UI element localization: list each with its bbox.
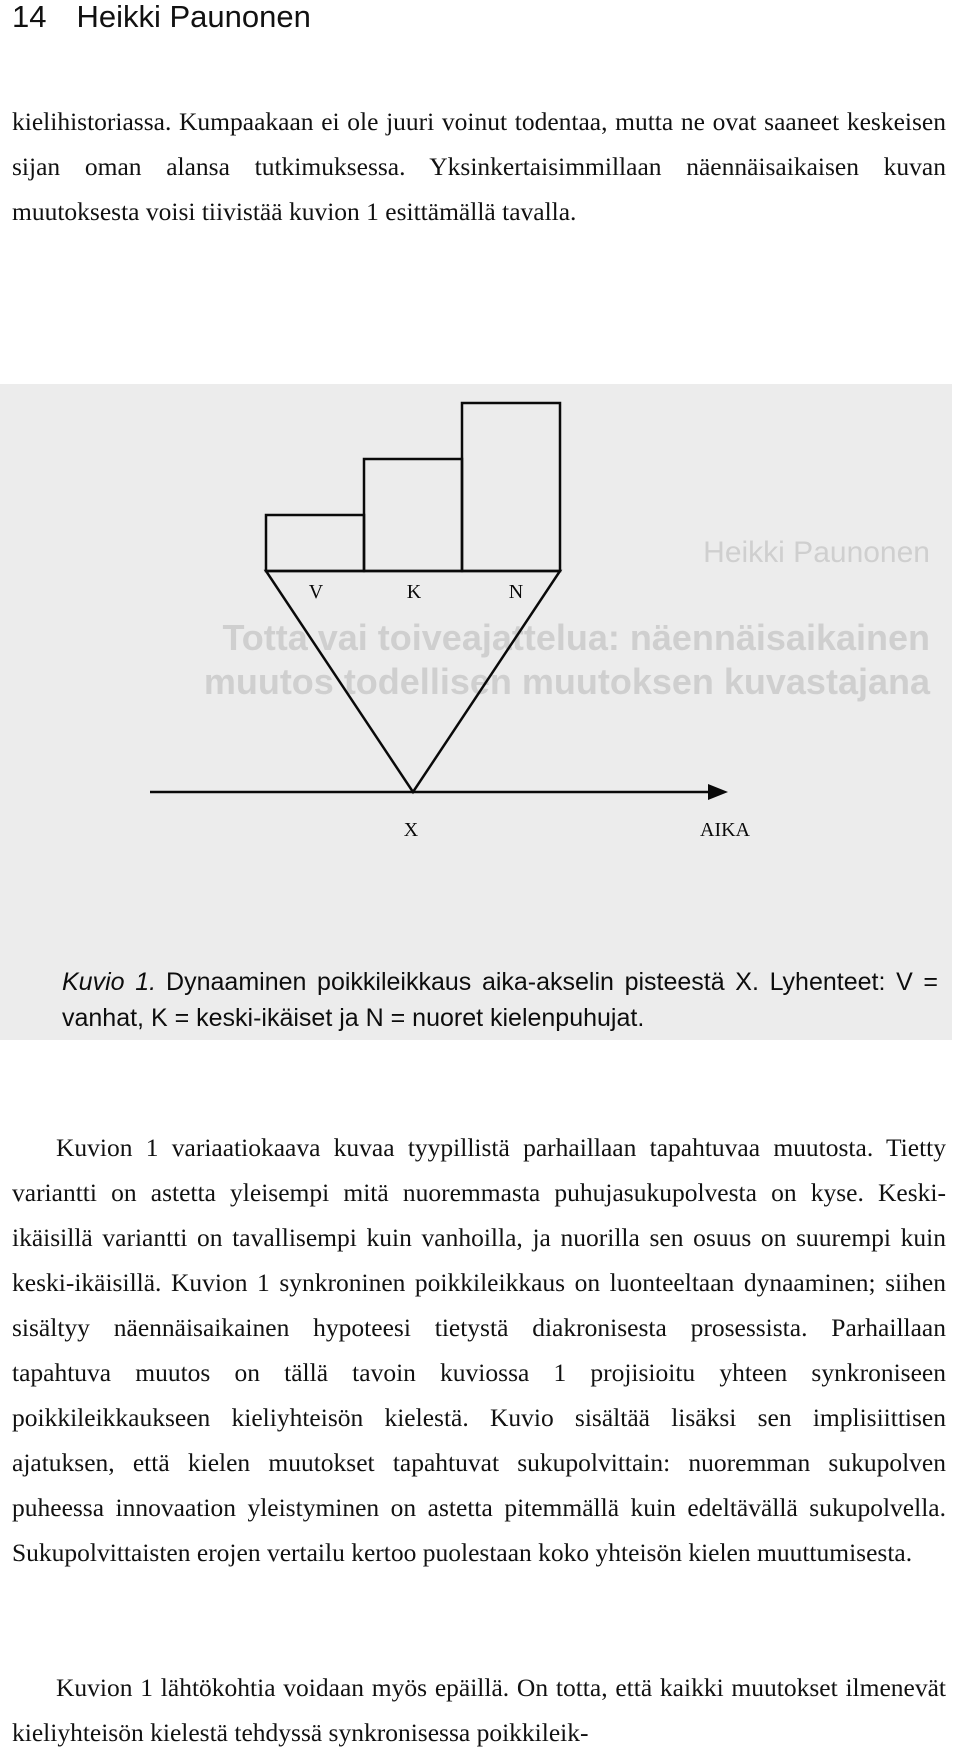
paragraph-1 [12, 1125, 946, 1575]
caption-label: Kuvio 1. [62, 968, 157, 996]
figure-diagram [0, 384, 952, 1040]
label-aika: AIKA [700, 819, 750, 841]
bar-nuoret [462, 403, 560, 571]
diagram-shapes [150, 403, 710, 792]
page-number: 14 [12, 0, 47, 34]
paragraph-intro: kielihistoriassa. Kumpaakaan ei ole juuri voinut todentaa, mutta ne ovat saaneet keskeisen sijan oman alansa tutkimuksessa. Yksinkertaisimmillaan näennäisaikaisen kuvan muutoksesta voisi tiivistää kuvion 1 esittämällä tavalla. [12, 107, 946, 226]
label-n: N [508, 581, 524, 603]
bar-keski-ikaiset [364, 459, 462, 571]
bleed-author: Heikki Paunonen [703, 536, 930, 569]
figure-caption [62, 964, 938, 1036]
label-x: X [403, 819, 419, 841]
label-v: V [308, 581, 324, 603]
time-axis-arrowhead [708, 784, 728, 800]
bleed-title-1: Totta vai toiveajattelua: näennäisaikainen [222, 617, 930, 658]
page-header [12, 0, 311, 34]
figure-1 [0, 384, 952, 1040]
paragraph-2-text: Kuvion 1 lähtökohtia voidaan myös epäillä. On totta, että kaikki muutokset ilmenevät kieliyhteisön kielestä tehdyssä synkronisessa poikkileik- [12, 1673, 946, 1747]
label-k: K [406, 581, 422, 603]
bleed-through-text [204, 536, 931, 702]
caption-text: Dynaaminen poikkileikkaus aika-akselin pisteestä X. Lyhenteet: V = vanhat, K = keski-ikäiset ja N = nuoret kielenpuhujat. [62, 968, 938, 1032]
running-author: Heikki Paunonen [76, 0, 311, 34]
bleed-title-2: muutos todellisen muutoksen kuvastajana [203, 661, 930, 702]
bar-vanhat [266, 515, 364, 571]
paragraph-1-text: Kuvion 1 variaatiokaava kuvaa tyypillistä parhaillaan tapahtuvaa muutosta. Tietty variantti on astetta yleisempi mitä nuoremmasta puhujasukupolvesta on kyse. Keski-ikäisillä variantti on tavallisempi kuin vanhoilla, ja nuorilla sen osuus on suurempi kuin keski-ikäisillä. Kuvion 1 synkroninen poikkileikkaus on luonteeltaan dynaaminen; siihen sisältyy näennäisaikainen hypoteesi tietystä diakronisesta prosessista. Parhaillaan tapahtuva muutos on tällä tavoin kuviossa 1 projisioitu yhteen synkroniseen poikkileikkaukseen kieliyhteisön kielestä. Kuvio sisältää lisäksi sen implisiittisen ajatuksen, että kielen muutokset tapahtuvat sukupolvittain: nuoremman sukupolven puheessa innovaation yleistyminen on astetta pitemmällä kuin edeltävällä sukupolvella. Sukupolvittaisten erojen vertailu kertoo puolestaan koko yhteisön kielen muuttumisesta. [12, 1133, 946, 1567]
